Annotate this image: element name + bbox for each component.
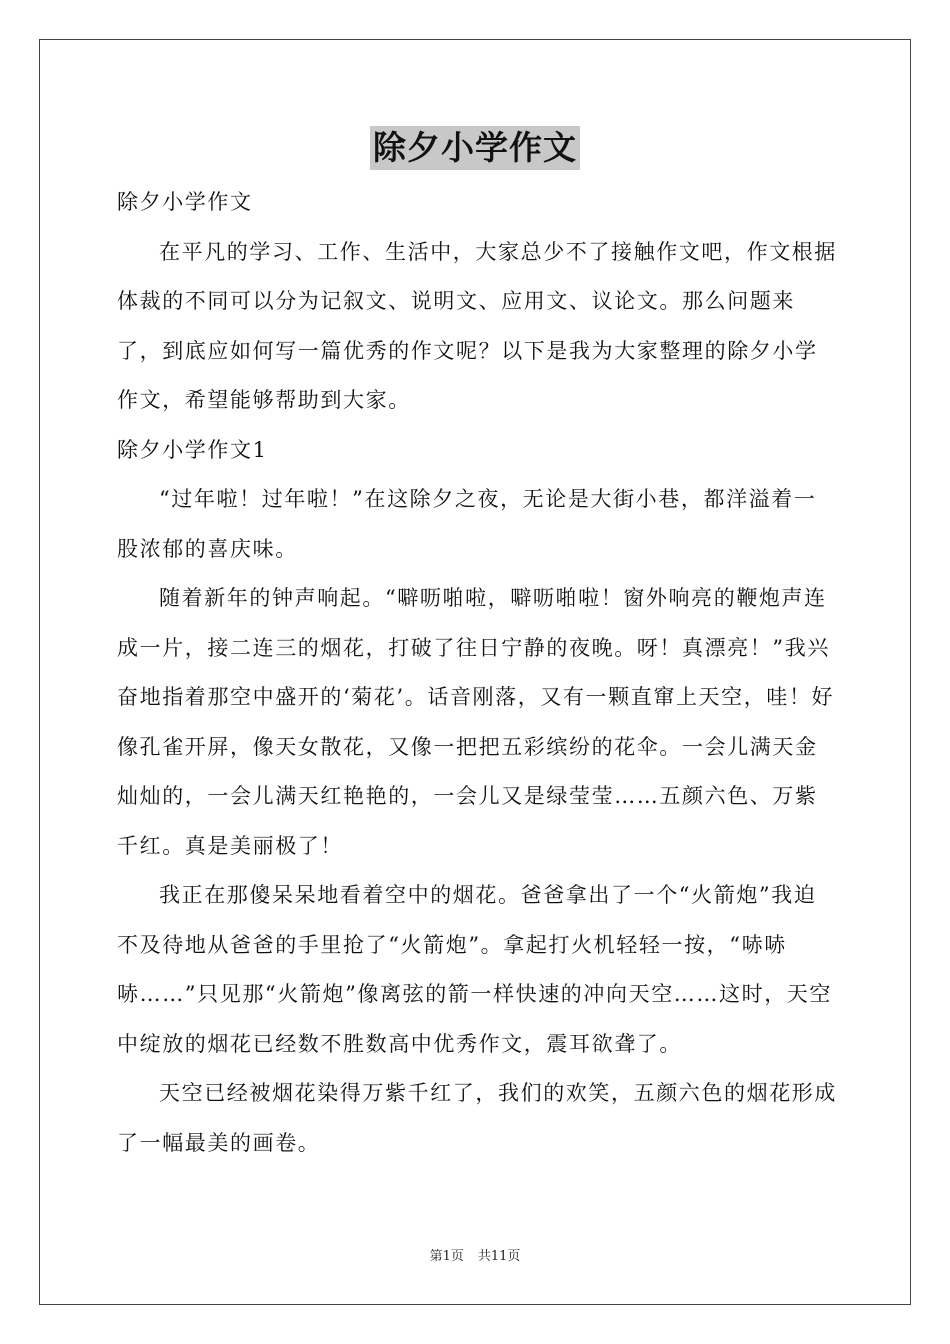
page-footer — [0, 1248, 950, 1266]
title-container — [0, 126, 950, 170]
body-paragraph: 天空已经被烟花染得万紫千红了，我们的欢笑，五颜六色的烟花形成了一幅最美的画卷。 — [117, 1081, 837, 1155]
body-paragraph: 我正在那傻呆呆地看着空中的烟花。爸爸拿出了一个“火箭炮”我迫不及待地从爸爸的手里抢了“火箭炮”。拿起打火机轻轻一按，“哧哧哧……”只见那“火箭炮”像离弦的箭一样快速的冲向天空……这时，天空中绽放的烟花已经数不胜数高中优秀作文，震耳欲聋了。 — [117, 883, 833, 1056]
body-paragraph: 随着新年的钟声响起。“噼呖啪啦，噼呖啪啦！窗外响亮的鞭炮声连成一片，接二连三的烟花，打破了往日宁静的夜晚。呀！真漂亮！”我兴奋地指着那空中盛开的‘菊花’。话音刚落，又有一颗直窜上天空，哇！好像孔雀开屏，像天女散花，又像一把把五彩缤纷的花伞。一会儿满天金灿灿的，一会儿满天红艳艳的，一会儿又是绿莹莹……五颜六色、万紫千红。真是美丽极了！ — [117, 586, 835, 858]
subtitle-line: 除夕小学作文 — [117, 190, 253, 214]
section-heading: 除夕小学作文1 — [117, 437, 268, 462]
document-title: 除夕小学作文 — [370, 126, 580, 170]
document-body — [117, 178, 837, 1168]
page-total: 共11页 — [477, 1249, 521, 1264]
page-number: 第1页 — [429, 1249, 464, 1264]
intro-paragraph: 在平凡的学习、工作、生活中，大家总少不了接触作文吧，作文根据体裁的不同可以分为记叙文、说明文、应用文、议论文。那么问题来了，到底应如何写一篇优秀的作文呢？以下是我为大家整理的除夕小学作文，希望能够帮助到大家。 — [117, 239, 837, 412]
body-paragraph: “过年啦！过年啦！”在这除夕之夜，无论是大街小巷，都洋溢着一股浓郁的喜庆味。 — [117, 487, 817, 561]
